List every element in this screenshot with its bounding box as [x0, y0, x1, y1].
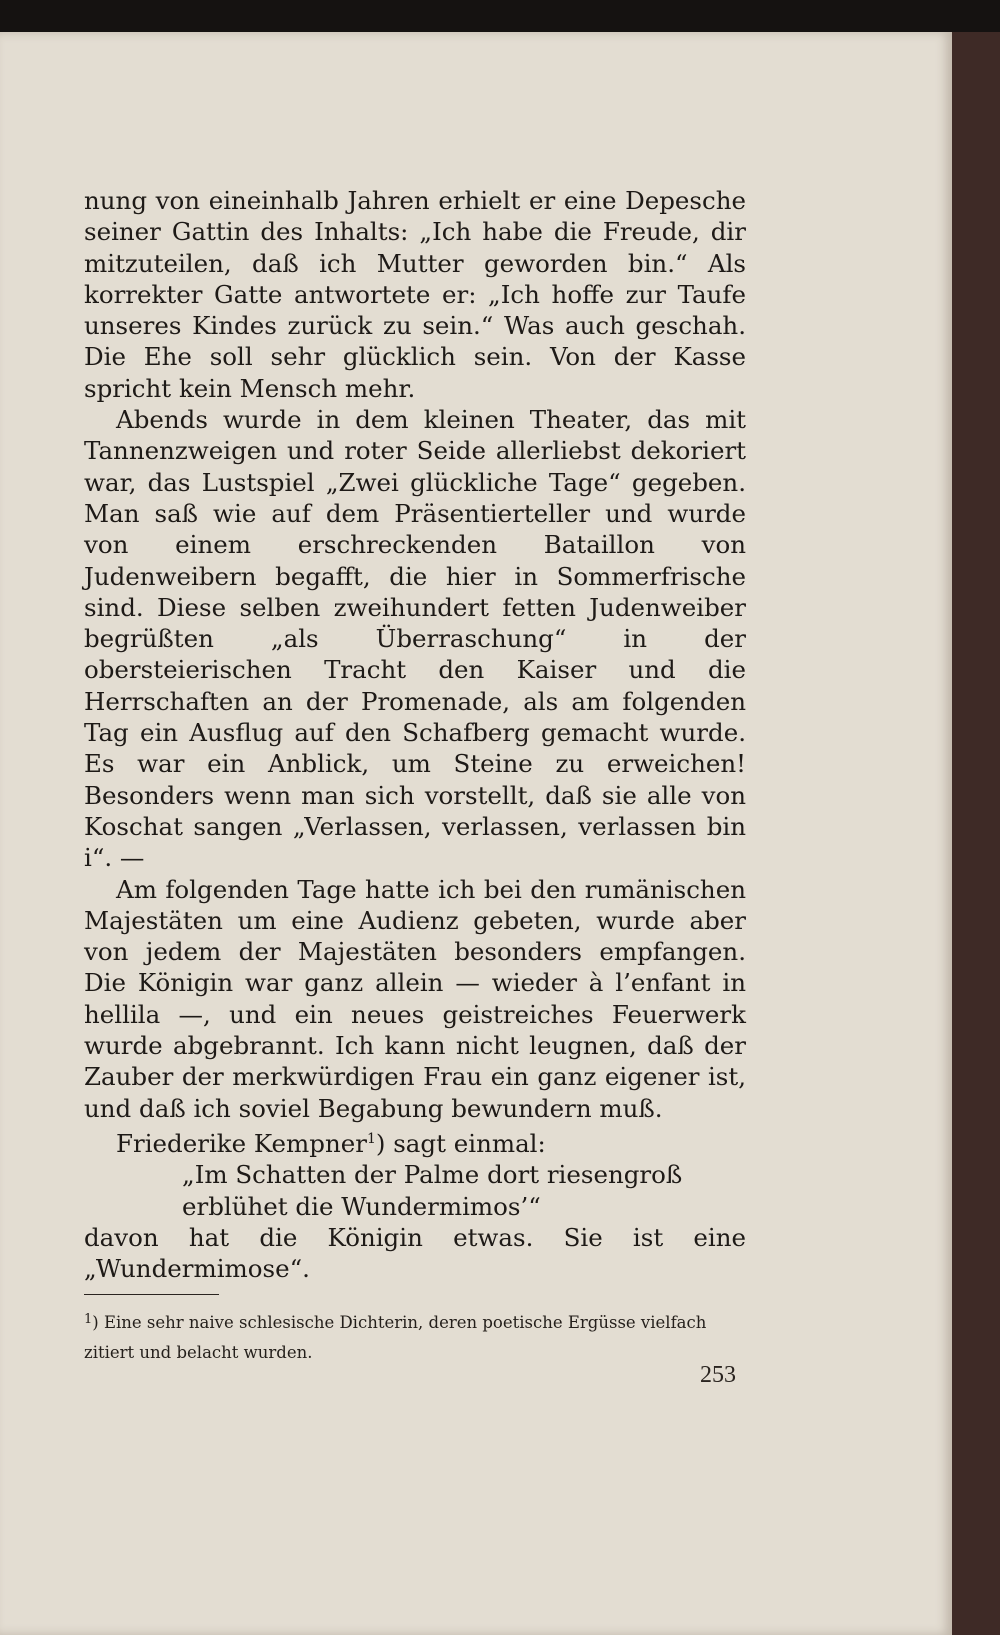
kempner-says: ) sagt einmal:	[375, 1128, 546, 1158]
paragraph-1: nung von eineinhalb Jahren erhielt er eine Depesche seiner Gattin des Inhalts: „Ich habe die Freude, dir mitzuteilen, daß ich Mutter geworden bin.“ Als korrekter Gatte antwortete er: „Ich hoffe zur Taufe unseres Kindes zurück zu sein.“ Was auch geschah. Die Ehe soll sehr glücklich sein. Von der Kasse spricht kein Mensch mehr.	[84, 186, 746, 403]
page-number: 253	[700, 1362, 736, 1388]
kempner-line	[84, 1124, 746, 1159]
quote-line-1: „Im Schatten der Palme dort riesengroß	[182, 1160, 683, 1190]
kempner-name: Friederike Kempner	[116, 1128, 367, 1158]
quote-line-2: erblühet die Wundermimos’“	[182, 1191, 541, 1221]
book-page	[0, 32, 952, 1635]
closing-paragraph: davon hat die Königin etwas. Sie ist eine „Wundermimose“.	[84, 1222, 746, 1284]
footnote-marker: 1	[84, 1312, 93, 1328]
footnote	[84, 1305, 746, 1368]
paragraph-3: Am folgenden Tage hatte ich bei den rumänischen Majestäten um eine Audienz gebeten, wurde aber von jedem der Majestäten besonders empfangen. Die Königin war ganz allein — wieder à l’enfant in hellila —, und ein neues geistreiches Feuerwerk wurde abgebrannt. Ich kann nicht leugnen, daß der Zauber der merkwürdigen Frau ein ganz eigener ist, und daß ich soviel Begabung bewundern muß.	[84, 874, 746, 1123]
page-text	[84, 185, 746, 1368]
footnote-reference[interactable]: 1	[366, 1130, 376, 1147]
paragraph-2: Abends wurde in dem kleinen Theater, das mit Tannenzweigen und roter Seide allerliebst dekoriert war, das Lustspiel „Zwei glückliche Tage“ gegeben. Man saß wie auf dem Präsentierteller und wurde von einem erschreckenden Bataillon von Judenweibern begafft, die hier in Sommerfrische sind. Diese selben zweihundert fetten Judenweiber begrüßten „als Überraschung“ in der obersteierischen Tracht den Kaiser und die Herrschaften an der Promenade, als am folgenden Tag ein Ausflug auf den Schafberg gemacht wurde. Es war ein Anblick, um Steine zu erweichen! Besonders wenn man sich vorstellt, daß sie alle von Koschat sangen „Verlassen, verlassen, verlassen bin i“. —	[84, 405, 746, 873]
footnote-divider	[84, 1294, 219, 1295]
footnote-text: ) Eine sehr naive schlesische Dichterin, deren poetische Ergüsse vielfach zitiert und belacht wurden.	[84, 1313, 707, 1363]
scan-top-edge	[0, 0, 1000, 32]
book-edge	[952, 32, 1000, 1635]
